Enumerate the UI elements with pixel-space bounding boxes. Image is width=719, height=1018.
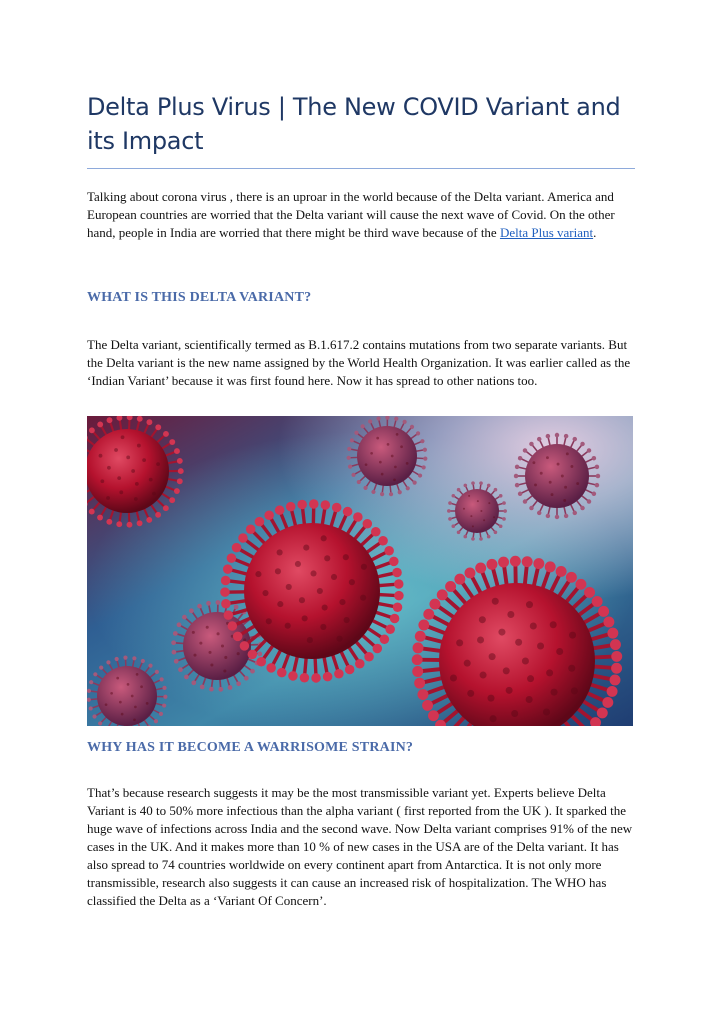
intro-text: Talking about corona virus , there is an uproar in the world because of the Delta variant. America and European countries are worried that the Delta variant will cause the next wave of Covid. On the other hand, people in India are worried that there might be third wave because of the: [87, 189, 615, 240]
title-underline: [87, 168, 635, 169]
section-heading-what-is: WHAT IS THIS DELTA VARIANT?: [87, 290, 312, 305]
section-heading-why-worrisome: WHY HAS IT BECOME A WARRISOME STRAIN?: [87, 740, 414, 755]
delta-plus-link[interactable]: Delta Plus variant: [499, 225, 594, 240]
section1-paragraph: The Delta variant, scientifically termed as B.1.617.2 contains mutations from two separate variants. But the Delta variant is the new name assigned by the World Health Organization. It was earlier called as the ‘Indian Variant’ because it was first found here. Now it has spread to other nations too.: [87, 337, 631, 388]
intro-paragraph: [87, 188, 637, 242]
coronavirus-image: [87, 416, 633, 726]
page-title: Delta Plus Virus | The New COVID Variant and its Impact: [87, 93, 621, 155]
intro-end: .: [593, 225, 597, 240]
section2-paragraph: That’s because research suggests it may be the most transmissible variant yet. Experts believe Delta Variant is 40 to 50% more infectious than the alpha variant ( first reported from the UK ). It sparked the huge wave of infections across India and the second wave. Now Delta variant comprises 91% of the new cases in the UK. And it makes more than 10 % of new cases in the USA are of the Delta variant. It has also spread to 74 countries worldwide on every continent apart from Antarctica. It is not only more transmissible, research also suggests it can cause an increased risk of hospitalization. The WHO has classified the Delta as a ‘Variant Of Concern’.: [87, 785, 633, 908]
